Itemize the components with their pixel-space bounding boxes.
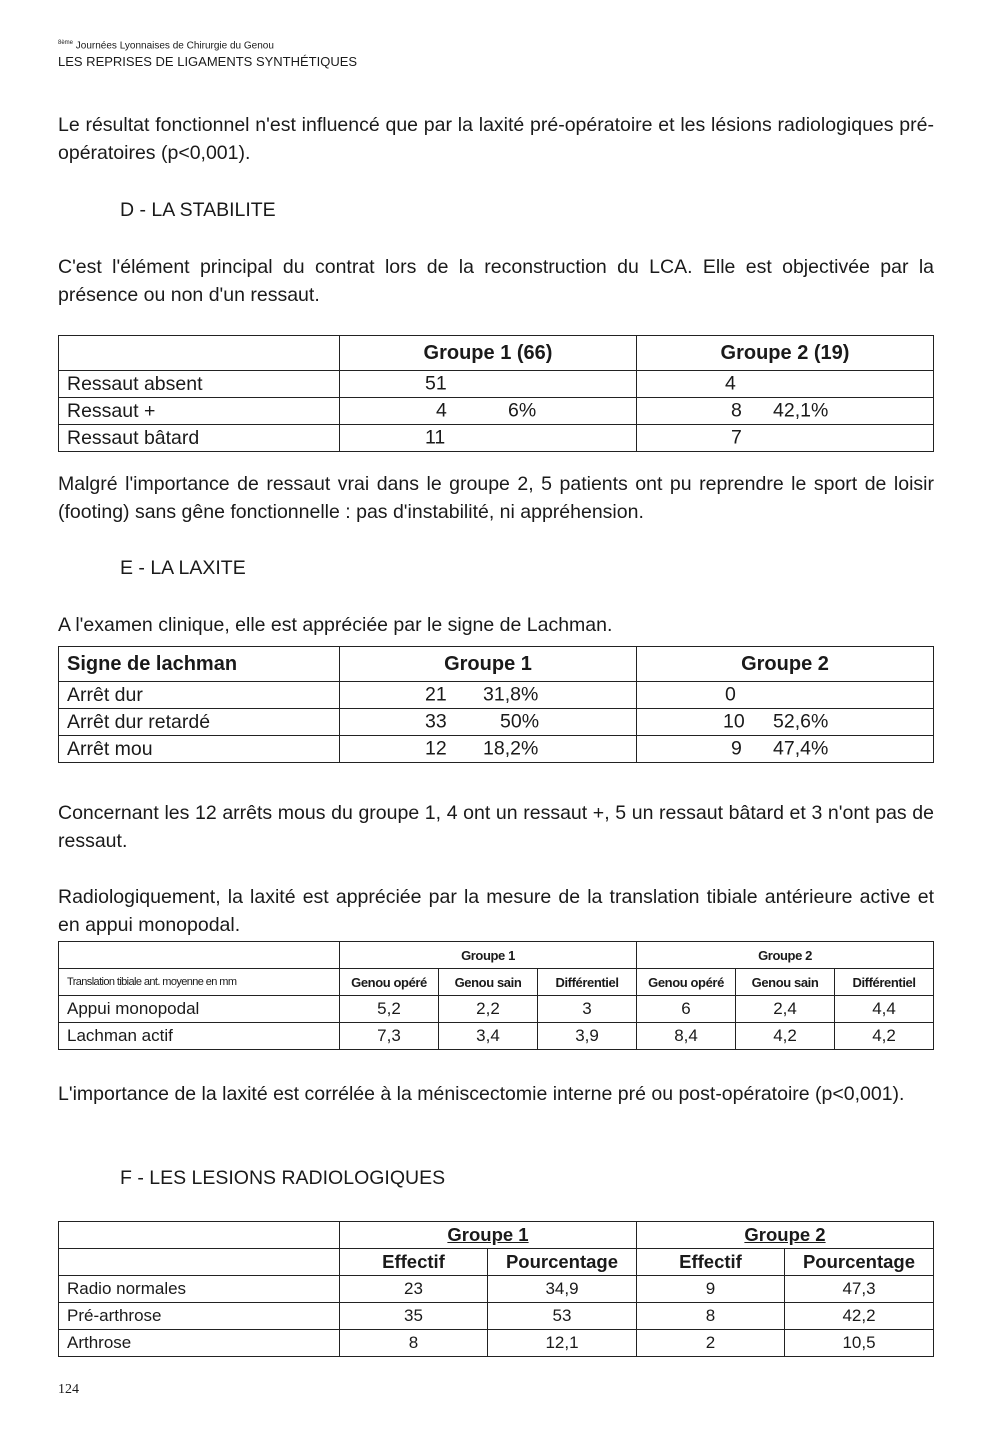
group-header-groupe1: Groupe 1 [340, 1222, 637, 1249]
groupe2-percent: 47,4% [773, 737, 829, 760]
subheader-pourcentage: Pourcentage [488, 1249, 637, 1276]
table-row [59, 1303, 934, 1330]
table-header-groupe2: Groupe 2 [637, 647, 934, 682]
groupe1-count: 11 [425, 426, 446, 449]
table-cell: 8 [637, 1303, 785, 1330]
subheader-genou-sain: Genou sain [439, 969, 538, 996]
group-header-groupe2: Groupe 2 [637, 1222, 934, 1249]
table-header-empty [59, 1222, 340, 1249]
table-subheader-row [59, 969, 934, 996]
groupe2-cell [637, 398, 934, 425]
table-cell: 5,2 [340, 996, 439, 1023]
table-cell: 10,5 [785, 1330, 934, 1357]
table-cell: 47,3 [785, 1276, 934, 1303]
table-cell: 34,9 [488, 1276, 637, 1303]
table-header-groupe1: Groupe 1 (66) [340, 336, 637, 371]
table-cell: 2,4 [736, 996, 835, 1023]
row-label: Appui monopodal [59, 996, 340, 1023]
subheader-translation-label: Translation tibiale ant. moyenne en mm [59, 969, 340, 996]
paragraph-lachman: A l'examen clinique, elle est appréciée par le signe de Lachman. [58, 614, 613, 636]
groupe1-count: 12 [425, 737, 447, 760]
row-label: Pré-arthrose [59, 1303, 340, 1330]
table-group-header-row [59, 942, 934, 969]
paragraph-meniscectomie: L'importance de la laxité est corrélée à la méniscectomie interne pré ou post-opératoire (p<0,001). [58, 1083, 905, 1105]
table-cell: 3,9 [538, 1023, 637, 1050]
groupe2-count: 0 [725, 683, 736, 706]
table-lesions [58, 1221, 934, 1357]
table-row [59, 736, 934, 763]
table-row [59, 425, 934, 452]
subheader-differentiel: Différentiel [538, 969, 637, 996]
table-lachman [58, 646, 934, 763]
table-row [59, 1330, 934, 1357]
groupe2-percent: 42,1% [773, 399, 829, 422]
table-cell: 42,2 [785, 1303, 934, 1330]
subheader-genou-opere: Genou opéré [637, 969, 736, 996]
groupe2-cell [637, 425, 934, 452]
table-cell: 23 [340, 1276, 488, 1303]
row-label: Lachman actif [59, 1023, 340, 1050]
subheader-differentiel: Différentiel [835, 969, 934, 996]
table-cell: 8 [340, 1330, 488, 1357]
heading-laxite: E - LA LAXITE [120, 557, 246, 579]
table-row [59, 996, 934, 1023]
groupe2-count: 4 [725, 372, 736, 395]
table-header-groupe2: Groupe 2 (19) [637, 336, 934, 371]
table-row [59, 1023, 934, 1050]
subheader-genou-sain: Genou sain [736, 969, 835, 996]
table-subheader-row [59, 1249, 934, 1276]
paragraph-resultat: Le résultat fonctionnel n'est influencé que par la laxité pré-opératoire et les lésions radiologiques pré-opératoires (p<0,001). [58, 114, 934, 164]
table-cell: 2,2 [439, 996, 538, 1023]
running-header-conference: $^{8ème}$ Journées Lyonnaises de Chirurgie du Genou [58, 40, 274, 52]
table-cell: 2 [637, 1330, 785, 1357]
table-cell: 12,1 [488, 1330, 637, 1357]
table-cell: 8,4 [637, 1023, 736, 1050]
table-cell: 53 [488, 1303, 637, 1330]
groupe2-cell [637, 371, 934, 398]
groupe1-count: 4 [436, 399, 447, 422]
table-header-row [59, 647, 934, 682]
groupe1-percent: 50% [500, 710, 540, 733]
heading-stabilite: D - LA STABILITE [120, 199, 276, 221]
table-row [59, 371, 934, 398]
row-label: Ressaut + [59, 398, 340, 425]
table-row [59, 682, 934, 709]
groupe2-cell [637, 709, 934, 736]
heading-lesions-radiologiques: F - LES LESIONS RADIOLOGIQUES [120, 1167, 446, 1189]
groupe1-cell [340, 371, 637, 398]
row-label: Arrêt dur [59, 682, 340, 709]
table-header-groupe1: Groupe 1 [340, 647, 637, 682]
subheader-effectif: Effectif [340, 1249, 488, 1276]
running-header-title: LES REPRISES DE LIGAMENTS SYNTHÉTIQUES [58, 54, 358, 69]
groupe2-percent: 52,6% [773, 710, 829, 733]
table-cell: 3,4 [439, 1023, 538, 1050]
groupe1-count: 33 [425, 710, 447, 733]
paragraph-ressaut-vrai: Malgré l'importance de ressaut vrai dans le groupe 2, 5 patients ont pu reprendre le sport de loisir (footing) sans gêne fonctionnelle : pas d'instabilité, ni appréhension. [58, 473, 934, 523]
groupe2-count: 8 [731, 399, 742, 422]
paragraph-arrets-mous: Concernant les 12 arrêts mous du groupe 1, 4 ont un ressaut +, 5 un ressaut bâtard et 3 n'ont pas de ressaut. [58, 802, 934, 852]
table-translation [58, 941, 934, 1050]
table-cell: 3 [538, 996, 637, 1023]
row-label: Ressaut absent [59, 371, 340, 398]
groupe2-count: 10 [723, 710, 745, 733]
table-row [59, 1276, 934, 1303]
groupe1-cell [340, 709, 637, 736]
subheader-pourcentage: Pourcentage [785, 1249, 934, 1276]
table-header-signe: Signe de lachman [59, 647, 340, 682]
group-header-groupe1: Groupe 1 [340, 942, 637, 969]
row-label: Arthrose [59, 1330, 340, 1357]
table-header-empty [59, 1249, 340, 1276]
groupe1-cell [340, 398, 637, 425]
table-cell: 4,2 [736, 1023, 835, 1050]
groupe1-cell [340, 682, 637, 709]
paragraph-radiologiquement: Radiologiquement, la laxité est appréciée par la mesure de la translation tibiale antérieure active et en appui monopodal. [58, 886, 934, 936]
groupe1-percent: 31,8% [483, 683, 539, 706]
row-label: Arrêt dur retardé [59, 709, 340, 736]
table-cell: 7,3 [340, 1023, 439, 1050]
table-cell: 9 [637, 1276, 785, 1303]
table-header-empty [59, 336, 340, 371]
table-cell: 4,2 [835, 1023, 934, 1050]
groupe1-count: 51 [425, 372, 447, 395]
subheader-effectif: Effectif [637, 1249, 785, 1276]
row-label: Radio normales [59, 1276, 340, 1303]
row-label: Arrêt mou [59, 736, 340, 763]
table-row [59, 709, 934, 736]
groupe2-count: 7 [731, 426, 742, 449]
table-header-empty [59, 942, 340, 969]
groupe1-percent: 6% [508, 399, 537, 422]
table-cell: 6 [637, 996, 736, 1023]
row-label: Ressaut bâtard [59, 425, 340, 452]
table-row [59, 398, 934, 425]
table-cell: 4,4 [835, 996, 934, 1023]
groupe1-count: 21 [425, 683, 447, 706]
groupe2-cell [637, 682, 934, 709]
paragraph-stabilite: C'est l'élément principal du contrat lors de la reconstruction du LCA. Elle est objectivée par la présence ou non d'un ressaut. [58, 256, 934, 306]
group-header-groupe2: Groupe 2 [637, 942, 934, 969]
page-number: 124 [58, 1382, 79, 1397]
groupe2-cell [637, 736, 934, 763]
table-ressaut [58, 335, 934, 452]
groupe2-count: 9 [731, 737, 742, 760]
table-group-header-row [59, 1222, 934, 1249]
groupe1-cell [340, 425, 637, 452]
subheader-genou-opere: Genou opéré [340, 969, 439, 996]
table-cell: 35 [340, 1303, 488, 1330]
groupe1-percent: 18,2% [483, 737, 539, 760]
groupe1-cell [340, 736, 637, 763]
table-header-row [59, 336, 934, 371]
